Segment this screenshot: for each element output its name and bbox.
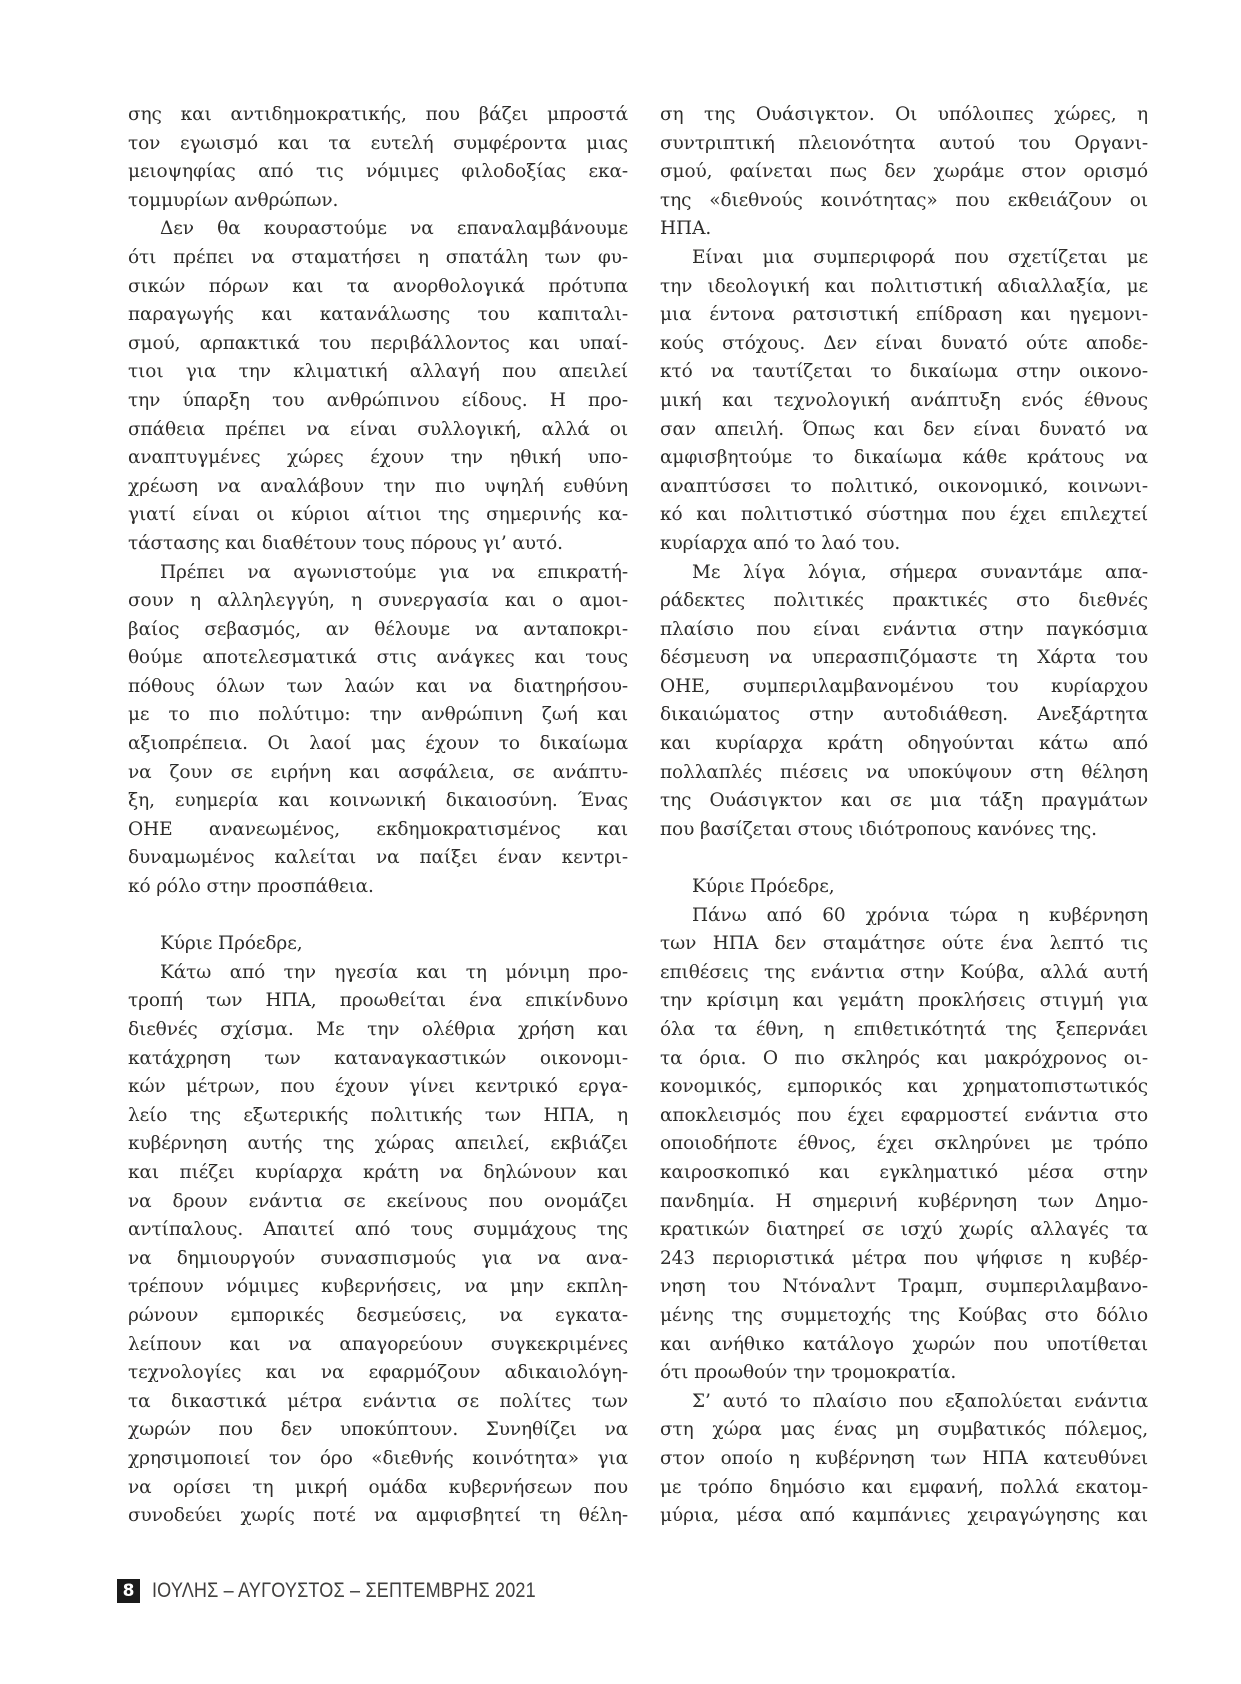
paragraph-spacer <box>660 844 1148 873</box>
text-line: αμφισβητούμε το δικαίωμα κάθε κράτους να <box>660 447 1148 469</box>
text-line: μική και τεχνολογική ανάπτυξη ενός έθνους <box>660 389 1148 411</box>
text-line: πολλαπλές πιέσεις να υποκύψουν στη θέληση <box>660 761 1148 783</box>
text-line: Δεν θα κουραστούμε να επαναλαμβάνουμε <box>160 218 628 240</box>
text-line: νηση του Ντόναλντ Τραμπ, συμπεριλαμβανο- <box>660 1276 1148 1298</box>
text-line: τεχνολογίες και να εφαρμόζουν αδικαιολόγη- <box>128 1362 628 1384</box>
text-line: και πιέζει κυρίαρχα κράτη να δηλώνουν και <box>128 1161 628 1183</box>
text-line: ρώνουν εμπορικές δεσμεύσεις, να εγκατα- <box>128 1304 628 1326</box>
text-line: στη χώρα μας ένας μη συμβατικός πόλεμος, <box>660 1419 1148 1441</box>
text-line: μύρια, μέσα από καμπάνιες χειραγώγησης και <box>660 1505 1148 1527</box>
text-line: όλα τα έθνη, η επιθετικότητά της ξεπερνάει <box>660 1019 1148 1040</box>
text-line: γιατί είναι οι κύριοι αίτιοι της σημερινής κα- <box>128 504 628 526</box>
text-line: να δημιουργούν συνασπισμούς για να ανα- <box>128 1247 628 1269</box>
text-line: Είναι μια συμπεριφορά που σχετίζεται με <box>692 246 1148 268</box>
text-line: συνοδεύει χωρίς ποτέ να αμφισβητεί τη θέλη- <box>128 1505 628 1527</box>
text-line: χρέωση να αναλάβουν την πιο υψηλή ευθύνη <box>128 475 628 497</box>
text-line: τον εγωισμό και τα ευτελή συμφέροντα μιας <box>128 132 628 154</box>
text-line: χρησιμοποιεί τον όρο «διεθνής κοινότητα» για <box>128 1447 628 1469</box>
text-line: επιθέσεις της ενάντια στην Κούβα, αλλά αυτή <box>660 961 1148 983</box>
text-line: Κύριε Πρόεδρε, <box>160 933 303 955</box>
text-line: με το πιο πολύτιμο: την ανθρώπινη ζωή και <box>128 704 628 726</box>
text-line: κατάχρηση των καταναγκαστικών οικονομι- <box>128 1047 628 1069</box>
text-line: πόθους όλων των λαών και να διατηρήσου- <box>128 675 628 697</box>
text-line: ΟΗΕ ανανεωμένος, εκδημοκρατισμένος και <box>128 818 628 840</box>
text-line: πλαίσιο που είναι ενάντια στην παγκόσμια <box>660 618 1148 640</box>
text-line: τιοι για την κλιματική αλλαγή που απειλεί <box>128 361 628 383</box>
text-line: τρέπουν νόμιμες κυβερνήσεις, να μην εκπλη- <box>128 1276 628 1298</box>
paragraph-spacer <box>128 902 628 931</box>
text-line: αποκλεισμός που έχει εφαρμοστεί ενάντια στο <box>660 1104 1148 1126</box>
text-line: τομμυρίων ανθρώπων. <box>128 189 339 211</box>
text-line: σπάθεια πρέπει να είναι συλλογική, αλλά οι <box>128 418 628 440</box>
text-line: τροπή των ΗΠΑ, προωθείται ένα επικίνδυνο <box>128 990 628 1012</box>
text-line: σμού, αρπακτικά του περιβάλλοντος και υπαί- <box>128 332 628 354</box>
text-line: ότι πρέπει να σταματήσει η σπατάλη των φυ- <box>128 246 628 268</box>
text-line: σικών πόρων και τα ανορθολογικά πρότυπα <box>128 275 628 297</box>
text-line: σαν απειλή. Όπως και δεν είναι δυνατό να <box>660 418 1148 440</box>
text-line: κυρίαρχα από το λαό του. <box>660 532 901 554</box>
text-line: αντίπαλους. Απαιτεί από τους συμμάχους της <box>128 1219 628 1241</box>
text-line: καιροσκοπικό και εγκληματικό μέσα στην <box>660 1161 1148 1183</box>
text-line: τα όρια. Ο πιο σκληρός και μακρόχρονος οι- <box>660 1047 1148 1069</box>
text-line: ΗΠΑ. <box>660 218 712 240</box>
text-line: της «διεθνούς κοινότητας» που εκθειάζουν οι <box>660 189 1148 211</box>
text-line: κονομικός, εμπορικός και χρηματοπιστωτικός <box>660 1076 1148 1098</box>
text-line: την κρίσιμη και γεμάτη προκλήσεις στιγμή για <box>660 990 1148 1012</box>
text-line: και κυρίαρχα κράτη οδηγούνται κάτω από <box>660 733 1148 755</box>
text-line: ΟΗΕ, συμπεριλαμβανομένου του κυρίαρχου <box>660 675 1148 697</box>
text-line: που βασίζεται στους ιδιότροπους κανόνες της. <box>660 818 1097 840</box>
text-line: κούς στόχους. Δεν είναι δυνατό ούτε αποδε- <box>660 332 1148 354</box>
issue-date-label: ΙΟΥΛΗΣ – ΑΥΓΟΥΣΤΟΣ – ΣΕΠΤΕΜΒΡΗΣ 2021 <box>152 1578 536 1602</box>
text-line: την ύπαρξη του ανθρώπινου είδους. Η προ- <box>128 389 628 411</box>
text-line: λείπουν και να απαγορεύουν συγκεκριμένες <box>128 1333 628 1355</box>
text-line: στον οποίο η κυβέρνηση των ΗΠΑ κατευθύνει <box>660 1447 1148 1469</box>
text-line: να δρουν ενάντια σε εκείνους που ονομάζει <box>128 1190 628 1212</box>
text-line: τα δικαστικά μέτρα ενάντια σε πολίτες των <box>128 1390 628 1412</box>
text-line: λείο της εξωτερικής πολιτικής των ΗΠΑ, η <box>128 1104 628 1126</box>
text-line: μειοψηφίας από τις νόμιμες φιλοδοξίας εκα- <box>128 161 628 183</box>
text-line: συντριπτική πλειονότητα αυτού του Οργανι- <box>660 132 1148 154</box>
text-line: δέσμευση να υπερασπιζόμαστε τη Χάρτα του <box>660 647 1148 669</box>
text-line: ση της Ουάσιγκτον. Οι υπόλοιπες χώρες, η <box>660 104 1148 125</box>
text-line: ότι προωθούν την τρομοκρατία. <box>660 1362 957 1384</box>
text-line: αξιοπρέπεια. Οι λαοί μας έχουν το δικαίωμα <box>128 733 628 755</box>
text-line: κτό να ταυτίζεται το δικαίωμα στην οικονο- <box>660 361 1148 383</box>
text-line: βαίος σεβασμός, αν θέλουμε να ανταποκρι- <box>128 618 628 640</box>
text-line: Πάνω από 60 χρόνια τώρα η κυβέρνηση <box>692 904 1148 926</box>
text-line: δυναμωμένος καλείται να παίξει έναν κεντρι- <box>128 847 628 869</box>
text-line: θούμε αποτελεσματικά στις ανάγκες και τους <box>128 647 628 669</box>
text-line: σης και αντιδημοκρατικής, που βάζει μπροστά <box>128 104 628 125</box>
text-line: κό ρόλο στην προσπάθεια. <box>128 876 374 898</box>
text-line: παραγωγής και κατανάλωσης του καπιταλι- <box>128 304 628 326</box>
text-line: να ορίσει τη μικρή ομάδα κυβερνήσεων που <box>128 1476 628 1498</box>
text-line: διεθνές σχίσμα. Με την ολέθρια χρήση και <box>128 1019 628 1040</box>
text-line: ράδεκτες πολιτικές πρακτικές στο διεθνές <box>660 590 1148 612</box>
text-line: με τρόπο δημόσιο και εμφανή, πολλά εκατομ- <box>660 1476 1148 1498</box>
page-footer <box>117 1578 609 1603</box>
text-line: κυβέρνηση αυτής της χώρας απειλεί, εκβιάζει <box>128 1133 628 1155</box>
text-line: σμού, φαίνεται πως δεν χωράμε στον ορισμό <box>660 161 1148 183</box>
text-line: Κύριε Πρόεδρε, <box>692 876 835 898</box>
text-line: δικαιώματος στην αυτοδιάθεση. Ανεξάρτητα <box>660 704 1148 726</box>
text-line: κό και πολιτιστικό σύστημα που έχει επιλεχτεί <box>660 504 1148 526</box>
text-line: κρατικών διατηρεί σε ισχύ χωρίς αλλαγές τα <box>660 1219 1148 1241</box>
text-line: Με λίγα λόγια, σήμερα συναντάμε απα- <box>692 561 1148 583</box>
text-line: κών μέτρων, που έχουν γίνει κεντρικό εργα- <box>128 1076 628 1098</box>
text-line: 243 περιοριστικά μέτρα που ψήφισε η κυβέρ- <box>660 1247 1148 1269</box>
text-line: Πρέπει να αγωνιστούμε για να επικρατή- <box>160 561 628 583</box>
text-line: την ιδεολογική και πολιτιστική αδιαλλαξία, με <box>660 275 1148 297</box>
text-line: Σ’ αυτό το πλαίσιο που εξαπολύεται ενάντια <box>692 1390 1148 1412</box>
text-line: πανδημία. Η σημερινή κυβέρνηση των Δημο- <box>660 1190 1148 1212</box>
text-line: σουν η αλληλεγγύη, η συνεργασία και ο αμοι- <box>128 590 628 612</box>
text-line: να ζουν σε ειρήνη και ασφάλεια, σε ανάπτυ- <box>128 761 628 783</box>
text-line: τάστασης και διαθέτουν τους πόρους γι’ αυτό. <box>128 532 563 554</box>
text-line: μένης της συμμετοχής της Κούβας στο δόλιο <box>660 1304 1148 1326</box>
text-line: αναπτυγμένες χώρες έχουν την ηθική υπο- <box>128 447 628 469</box>
text-line: οποιοδήποτε έθνος, έχει σκληρύνει με τρόπο <box>660 1133 1148 1155</box>
text-line: χωρών που δεν υποκύπτουν. Συνηθίζει να <box>128 1419 628 1441</box>
text-line: ξη, ευημερία και κοινωνική δικαιοσύνη. Ένας <box>128 790 628 812</box>
text-column-left <box>128 101 628 1531</box>
text-line: της Ουάσιγκτον και σε μια τάξη πραγμάτων <box>660 790 1148 812</box>
text-line: και ανήθικο κατάλογο χωρών που υποτίθεται <box>660 1333 1148 1355</box>
text-line: Κάτω από την ηγεσία και τη μόνιμη προ- <box>160 961 628 983</box>
text-line: αναπτύσσει το πολιτικό, οικονομικό, κοινωνι- <box>660 475 1148 497</box>
text-line: των ΗΠΑ δεν σταμάτησε ούτε ένα λεπτό τις <box>660 933 1148 955</box>
text-column-right <box>660 101 1148 1531</box>
text-line: μια έντονα ρατσιστική επίδραση και ηγεμονι- <box>660 304 1148 326</box>
page-number-badge: 8 <box>117 1579 140 1603</box>
